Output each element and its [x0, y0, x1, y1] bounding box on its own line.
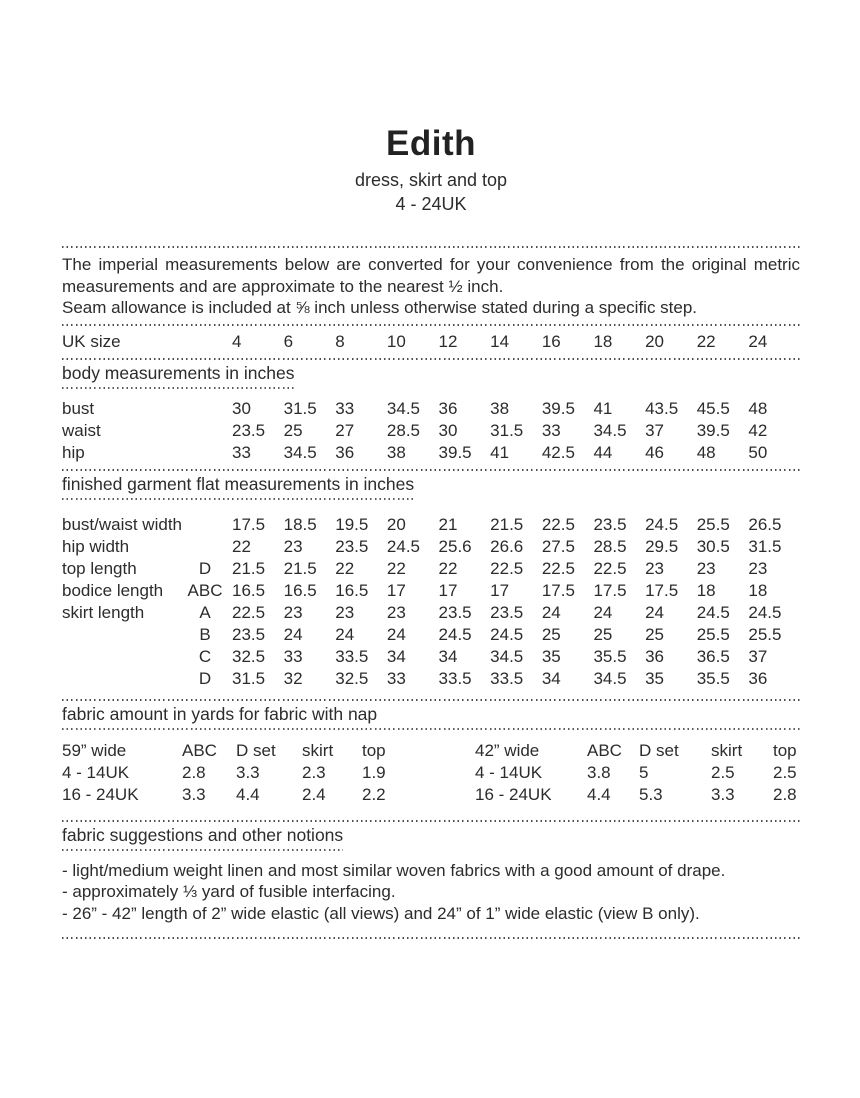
- finished-measurement-row: [62, 624, 800, 646]
- fabric-value: 2.5: [711, 762, 735, 782]
- uk-size-value: 24: [748, 331, 768, 351]
- page-subtitle: dress, skirt and top: [354, 170, 508, 190]
- row-value: 42.5: [541, 442, 575, 462]
- row-value: 41: [593, 398, 613, 418]
- fabric-column-header: top: [773, 740, 797, 760]
- intro-line-2: Seam allowance is included at ⅝ inch unless otherwise stated during a specific step.: [62, 298, 698, 317]
- row-value: 36: [438, 398, 458, 418]
- row-value: 43.5: [645, 398, 679, 418]
- row-view-letter: A: [199, 602, 211, 622]
- notion-item: - 26” - 42” length of 2” wide elastic (all views) and 24” of 1” wide elastic (view B only).: [62, 904, 700, 924]
- fabric-column-header: skirt: [711, 740, 743, 760]
- uk-size-value: 16: [541, 331, 561, 351]
- row-value: 25: [541, 624, 561, 644]
- body-measurement-row: [62, 398, 800, 420]
- row-value: 23: [696, 558, 716, 578]
- intro-section: [62, 248, 800, 324]
- uk-size-value: 14: [490, 331, 510, 351]
- row-value: 21.5: [490, 514, 524, 534]
- row-value: 36: [645, 646, 664, 666]
- row-value: 23.5: [232, 624, 266, 644]
- finished-measurement-row: [62, 668, 800, 690]
- row-value: 22: [386, 558, 406, 578]
- row-view-letter: [178, 536, 232, 558]
- row-value: 25.5: [696, 624, 730, 644]
- row-label: bodice length: [62, 580, 164, 600]
- row-value: 35.5: [696, 668, 730, 688]
- row-value: 23.5: [490, 602, 524, 622]
- fabric-row-label: 16 - 24UK: [475, 784, 552, 804]
- finished-measurement-row: [62, 646, 800, 668]
- row-value: 23: [283, 536, 303, 556]
- row-value: 24: [335, 624, 355, 644]
- row-value: 24.5: [645, 514, 679, 534]
- row-value: 33: [283, 646, 303, 666]
- row-value: 22.5: [232, 602, 266, 622]
- row-value: 31.5: [490, 420, 524, 440]
- row-value: 34: [541, 668, 561, 688]
- fabric-value: 2.4: [302, 784, 326, 804]
- body-measurement-row: [62, 420, 800, 442]
- row-value: 20: [386, 514, 406, 534]
- row-value: 23.5: [438, 602, 472, 622]
- row-value: 17: [386, 580, 406, 600]
- body-measurements-heading: body measurements in inches: [62, 360, 304, 389]
- row-view-letter: [178, 514, 232, 536]
- row-value: 48: [748, 398, 768, 418]
- row-value: 17.5: [645, 580, 679, 600]
- row-value: 25: [593, 624, 613, 644]
- row-value: 34: [386, 646, 406, 666]
- row-value: 17.5: [232, 514, 266, 534]
- row-value: 24.5: [748, 602, 782, 622]
- uk-size-value: 22: [696, 331, 716, 351]
- row-value: 31.5: [283, 398, 317, 418]
- row-value: 34.5: [490, 646, 524, 666]
- row-label: [62, 646, 178, 668]
- page-title: Edith: [386, 124, 476, 163]
- row-value: 24.5: [438, 624, 472, 644]
- notions-heading: fabric suggestions and other notions: [62, 822, 353, 851]
- fabric-value: 3.3: [236, 762, 260, 782]
- fabric-amount-tables: [62, 730, 800, 820]
- fabric-value: 2.8: [182, 762, 206, 782]
- row-value: 34.5: [593, 420, 627, 440]
- row-value: 33: [386, 668, 406, 688]
- row-value: 35: [541, 646, 561, 666]
- fabric-value: 5: [639, 762, 649, 782]
- row-value: 22: [438, 558, 458, 578]
- fabric-amount-table: [475, 740, 821, 806]
- row-view-letter: D: [198, 668, 212, 688]
- fabric-value: 2.2: [362, 784, 386, 804]
- row-value: 24: [645, 602, 664, 622]
- row-value: 18: [748, 580, 768, 600]
- row-value: 22.5: [490, 558, 524, 578]
- row-value: 23.5: [335, 536, 369, 556]
- body-measurements-rows: [62, 398, 800, 464]
- row-value: 25.6: [438, 536, 472, 556]
- title-block: [62, 0, 800, 216]
- row-view-letter: [178, 398, 232, 420]
- fabric-value: 3.3: [182, 784, 206, 804]
- fabric-value: 2.8: [773, 784, 797, 804]
- row-label: hip: [62, 442, 85, 462]
- row-label: bust: [62, 398, 95, 418]
- uk-size-value: 20: [645, 331, 664, 351]
- row-value: 38: [490, 398, 510, 418]
- size-range: 4 - 24UK: [395, 194, 467, 214]
- row-value: 21.5: [232, 558, 266, 578]
- row-view-letter: B: [199, 624, 211, 644]
- row-value: 44: [593, 442, 613, 462]
- fabric-value: 3.8: [587, 762, 611, 782]
- row-value: 28.5: [386, 420, 420, 440]
- fabric-width-label: 59” wide: [62, 740, 127, 760]
- row-label: [62, 624, 178, 646]
- divider-bottom: [62, 937, 800, 939]
- row-value: 30.5: [696, 536, 730, 556]
- row-value: 32.5: [232, 646, 266, 666]
- fabric-amount-heading: fabric amount in yards for fabric with nap: [62, 701, 800, 730]
- row-value: 29.5: [645, 536, 679, 556]
- row-value: 41: [490, 442, 510, 462]
- row-view-letter: [178, 442, 232, 464]
- row-view-letter: [178, 420, 232, 442]
- row-value: 24: [593, 602, 613, 622]
- row-value: 27: [335, 420, 355, 440]
- row-value: 37: [748, 646, 768, 666]
- fabric-row-label: 4 - 14UK: [62, 762, 130, 782]
- row-value: 28.5: [593, 536, 627, 556]
- row-label: bust/waist width: [62, 514, 182, 534]
- row-value: 22.5: [541, 514, 575, 534]
- finished-measurement-row: [62, 536, 800, 558]
- row-value: 42: [748, 420, 768, 440]
- row-value: 50: [748, 442, 768, 462]
- row-value: 34: [438, 646, 458, 666]
- body-measurements-table: [62, 389, 800, 469]
- row-value: 17: [438, 580, 458, 600]
- fabric-value: 2.5: [773, 762, 797, 782]
- uk-size-value: 8: [335, 331, 345, 351]
- row-value: 35: [645, 668, 664, 688]
- row-value: 16.5: [335, 580, 369, 600]
- fabric-value: 5.3: [639, 784, 663, 804]
- finished-measurement-row: [62, 602, 800, 624]
- notion-item: - light/medium weight linen and most similar woven fabrics with a good amount of drape.: [62, 860, 726, 880]
- row-value: 17.5: [593, 580, 627, 600]
- row-value: 31.5: [232, 668, 266, 688]
- row-value: 39.5: [696, 420, 730, 440]
- row-value: 32.5: [335, 668, 369, 688]
- row-value: 23: [283, 602, 303, 622]
- finished-measurements-rows: [62, 514, 800, 690]
- row-value: 33: [335, 398, 355, 418]
- uk-size-value: 12: [438, 331, 458, 351]
- row-value: 45.5: [696, 398, 730, 418]
- row-view-letter: D: [198, 558, 212, 578]
- row-value: 22.5: [541, 558, 575, 578]
- fabric-column-header: skirt: [302, 740, 334, 760]
- row-value: 33: [232, 442, 251, 462]
- row-value: 23: [335, 602, 355, 622]
- row-label: waist: [62, 420, 101, 440]
- row-value: 17.5: [541, 580, 575, 600]
- row-value: 34.5: [386, 398, 420, 418]
- uk-size-value: 10: [386, 331, 406, 351]
- row-value: 34.5: [593, 668, 627, 688]
- finished-measurements-table: [62, 500, 800, 699]
- fabric-column-header: top: [362, 740, 386, 760]
- row-value: 36: [748, 668, 768, 688]
- row-value: 24: [386, 624, 406, 644]
- row-label: top length: [62, 558, 137, 578]
- fabric-row-label: 4 - 14UK: [475, 762, 543, 782]
- row-value: 35.5: [593, 646, 627, 666]
- uk-size-value: 18: [593, 331, 613, 351]
- row-view-letter: C: [198, 646, 212, 666]
- row-value: 19.5: [335, 514, 369, 534]
- row-value: 16.5: [283, 580, 317, 600]
- row-value: 22.5: [593, 558, 627, 578]
- row-label: [62, 668, 178, 690]
- fabric-value: 3.3: [711, 784, 735, 804]
- row-value: 36: [335, 442, 355, 462]
- fabric-value: 4.4: [587, 784, 611, 804]
- row-value: 34.5: [283, 442, 317, 462]
- body-measurement-row: [62, 442, 800, 464]
- row-label: hip width: [62, 536, 130, 556]
- row-value: 23.5: [232, 420, 266, 440]
- row-value: 46: [645, 442, 664, 462]
- finished-measurement-row: [62, 558, 800, 580]
- row-label: skirt length: [62, 602, 145, 622]
- row-value: 32: [283, 668, 303, 688]
- finished-measurements-heading: finished garment flat measurements in inches: [62, 471, 424, 500]
- row-value: 30: [438, 420, 458, 440]
- row-value: 24.5: [490, 624, 524, 644]
- intro-line-1: The imperial measurements below are converted for your convenience from the original metric measurements and are approximate to the nearest ½ inch.: [62, 255, 800, 296]
- row-value: 33: [541, 420, 561, 440]
- notions-list: [62, 851, 800, 937]
- row-value: 21: [438, 514, 458, 534]
- fabric-amount-table: [62, 740, 410, 806]
- row-value: 25.5: [748, 624, 782, 644]
- row-value: 23: [748, 558, 768, 578]
- fabric-column-header: ABC: [587, 740, 622, 760]
- fabric-value: 1.9: [362, 762, 386, 782]
- row-value: 30: [232, 398, 251, 418]
- uk-size-value: 6: [283, 331, 294, 351]
- row-value: 22: [335, 558, 355, 578]
- fabric-column-header: D set: [236, 740, 276, 760]
- row-value: 17: [490, 580, 510, 600]
- uk-size-row: [62, 326, 800, 358]
- row-value: 33.5: [438, 668, 472, 688]
- row-value: 24.5: [696, 602, 730, 622]
- row-value: 25.5: [696, 514, 730, 534]
- row-value: 22: [232, 536, 251, 556]
- row-value: 18: [696, 580, 716, 600]
- row-value: 25: [283, 420, 303, 440]
- row-value: 38: [386, 442, 406, 462]
- row-value: 48: [696, 442, 716, 462]
- row-value: 36.5: [696, 646, 730, 666]
- row-value: 16.5: [232, 580, 266, 600]
- row-value: 23: [386, 602, 406, 622]
- fabric-column-header: ABC: [182, 740, 217, 760]
- row-view-letter: ABC: [187, 580, 223, 600]
- uk-size-value: 4: [232, 331, 242, 351]
- finished-measurement-row: [62, 580, 800, 602]
- row-value: 39.5: [541, 398, 575, 418]
- row-value: 23.5: [593, 514, 627, 534]
- row-value: 31.5: [748, 536, 782, 556]
- row-value: 24.5: [386, 536, 420, 556]
- row-value: 39.5: [438, 442, 472, 462]
- fabric-value: 4.4: [236, 784, 260, 804]
- row-value: 24: [541, 602, 561, 622]
- row-value: 33.5: [490, 668, 524, 688]
- row-value: 24: [283, 624, 303, 644]
- finished-measurement-row: [62, 514, 800, 536]
- row-value: 37: [645, 420, 664, 440]
- fabric-width-label: 42” wide: [475, 740, 540, 760]
- uk-size-label: UK size: [62, 331, 121, 351]
- row-value: 26.6: [490, 536, 524, 556]
- notion-item: - approximately ⅓ yard of fusible interfacing.: [62, 882, 396, 902]
- row-value: 23: [645, 558, 664, 578]
- row-value: 21.5: [283, 558, 317, 578]
- row-value: 27.5: [541, 536, 575, 556]
- row-value: 18.5: [283, 514, 317, 534]
- fabric-value: 2.3: [302, 762, 326, 782]
- row-value: 25: [645, 624, 664, 644]
- row-value: 33.5: [335, 646, 369, 666]
- row-value: 26.5: [748, 514, 782, 534]
- fabric-column-header: D set: [639, 740, 679, 760]
- fabric-row-label: 16 - 24UK: [62, 784, 139, 804]
